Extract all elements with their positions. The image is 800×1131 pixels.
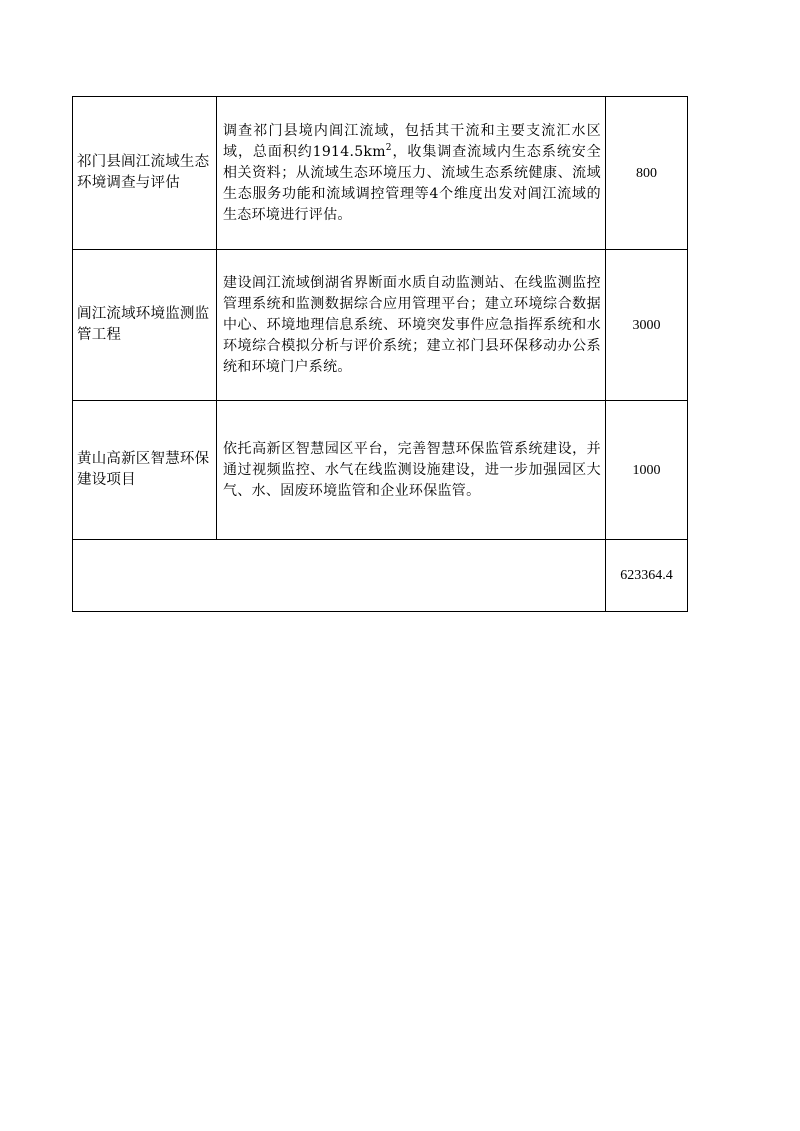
project-description-cell	[217, 97, 606, 250]
project-table	[72, 96, 688, 612]
project-name-cell	[73, 250, 217, 401]
total-amount-cell	[606, 540, 688, 612]
project-description-cell	[217, 401, 606, 540]
project-amount: 3000	[632, 317, 661, 333]
table-row	[73, 250, 688, 401]
project-name: 阊江流域环境监测监管工程	[77, 306, 210, 343]
total-row	[73, 540, 688, 612]
table-row	[73, 97, 688, 250]
project-name-cell	[73, 401, 217, 540]
project-description-cell	[217, 250, 606, 401]
project-amount-cell	[606, 97, 688, 250]
superscript: 2	[385, 142, 392, 153]
project-description	[217, 121, 605, 226]
project-name: 祁门县阊江流域生态环境调查与评估	[77, 154, 210, 191]
project-amount-cell	[606, 401, 688, 540]
project-name-cell	[73, 97, 217, 250]
total-amount: 623364.4	[620, 568, 673, 583]
project-amount: 800	[636, 165, 657, 181]
project-amount-cell	[606, 250, 688, 401]
description-part: 调查祁门县境内阊江流域，包括其干流和主要支流汇水区域，总面积约1914.5km	[223, 122, 601, 160]
project-amount: 1000	[632, 462, 661, 478]
table-row	[73, 401, 688, 540]
total-label-cell	[73, 540, 606, 612]
project-description: 依托高新区智慧园区平台，完善智慧环保监管系统建设，并通过视频监控、水气在线监测设施建设，进一步加强园区大气、水、固废环境监管和企业环保监管。	[223, 440, 601, 499]
project-description: 建设阊江流域倒湖省界断面水质自动监测站、在线监测监控管理系统和监测数据综合应用管理平台；建立环境综合数据中心、环境地理信息系统、环境突发事件应急指挥系统和水环境综合模拟分析与评价系统；建立祁门县环保移动办公系统和环境门户系统。	[223, 274, 601, 375]
description-part: ，收集调查流域内生态系统安全相关资料；从流域生态环境压力、流域生态系统健康、流域生态服务功能和流域调控管理等4个维度出发对阊江流域的生态环境进行评估。	[223, 143, 601, 223]
project-name: 黄山高新区智慧环保建设项目	[77, 451, 210, 488]
